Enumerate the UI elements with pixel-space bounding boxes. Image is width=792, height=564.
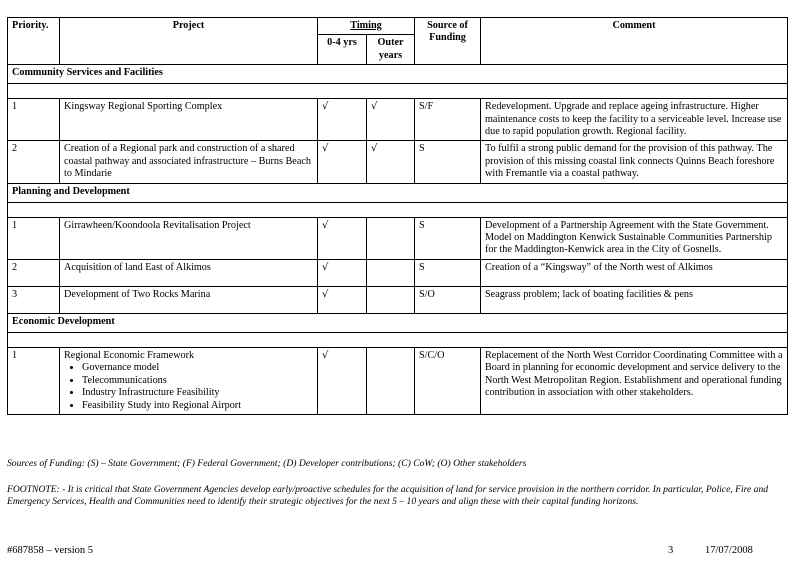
- comment-cell: Redevelopment. Upgrade and replace ageing infrastructure. Higher maintenance costs to keep the facility to a serviceable level. Increase use due to rapid population growth. Regional facility.: [481, 99, 788, 141]
- document-id: #687858 – version 5: [7, 545, 94, 556]
- document-date: 17/07/2008: [705, 545, 753, 556]
- project-title: Regional Economic Framework: [64, 349, 195, 361]
- table-row: [8, 99, 788, 141]
- tick-short: √: [318, 286, 367, 313]
- project-cell: Girrawheen/Koondoola Revitalisation Project: [60, 217, 318, 259]
- comment-cell: Replacement of the North West Corridor Coordinating Committee with a Board in planning for economic development and service delivery to the North West Metropolitan Region. Establishment and operational funding contribution in association with other stakeholders.: [481, 347, 788, 414]
- tick-short: √: [318, 259, 367, 286]
- table-row: [8, 286, 788, 313]
- section-community: Community Services and Facilities: [8, 65, 788, 84]
- section-planning: Planning and Development: [8, 183, 788, 202]
- comment-cell: Seagrass problem; lack of boating facilities & pens: [481, 286, 788, 313]
- project-cell: Kingsway Regional Sporting Complex: [60, 99, 318, 141]
- spacer-row: [8, 84, 788, 99]
- tick-outer-empty: [367, 347, 415, 414]
- project-cell: [60, 347, 318, 414]
- priority-cell: 1: [8, 99, 60, 141]
- priority-cell: 3: [8, 286, 60, 313]
- source-cell: S: [415, 259, 481, 286]
- section-heading-row: [8, 65, 788, 84]
- priority-cell: 2: [8, 259, 60, 286]
- project-cell: Creation of a Regional park and construction of a shared coastal pathway and associated infrastructure – Burns Beach to Mindarie: [60, 141, 318, 183]
- section-heading-row: [8, 183, 788, 202]
- source-cell: S/F: [415, 99, 481, 141]
- source-cell: S/O: [415, 286, 481, 313]
- tick-short: √: [318, 347, 367, 414]
- header-comment: Comment: [481, 18, 788, 65]
- list-item: • Feasibility Study into Regional Airport: [82, 400, 313, 412]
- table-row: [8, 347, 788, 414]
- tick-outer: √: [367, 141, 415, 183]
- tick-outer-empty: [367, 286, 415, 313]
- source-cell: S: [415, 217, 481, 259]
- footnote: FOOTNOTE: - It is critical that State Government Agencies develop early/proactive schedules for the acquisition of land for service provision in the northern corridor. In particular, Police, Fire and Emergency Services, Health and Communities need to identify their strategic objectives for the next 5 – 10 years and align these with their capital funding horizons.: [7, 484, 769, 507]
- tick-short: √: [318, 217, 367, 259]
- table-row: [8, 217, 788, 259]
- priority-cell: 1: [8, 347, 60, 414]
- tick-outer: √: [367, 99, 415, 141]
- section-economic: Economic Development: [8, 313, 788, 332]
- page-number: 3: [668, 545, 674, 556]
- tick-outer-empty: [367, 259, 415, 286]
- header-timing-outer: Outer years: [367, 35, 415, 65]
- project-cell: Development of Two Rocks Marina: [60, 286, 318, 313]
- list-item: • Governance model: [82, 362, 313, 374]
- project-bullet-list: [64, 362, 313, 412]
- comment-cell: Creation of a “Kingsway” of the North west of Alkimos: [481, 259, 788, 286]
- spacer-row: [8, 202, 788, 217]
- priority-table: [7, 17, 788, 415]
- source-cell: S/C/O: [415, 347, 481, 414]
- header-project: Project: [60, 18, 318, 65]
- header-priority: Priority.: [8, 18, 60, 65]
- tick-short: √: [318, 141, 367, 183]
- header-funding: Source of Funding: [415, 18, 481, 65]
- header-timing: Timing: [318, 18, 415, 35]
- comment-cell: Development of a Partnership Agreement with the State Government. Model on Maddington Kenwick Sustainable Communities Partnership for the Maddington-Kenwick area in the City of Gosnells.: [481, 217, 788, 259]
- list-item: • Telecommunications: [82, 375, 313, 387]
- table-row: [8, 259, 788, 286]
- section-heading-row: [8, 313, 788, 332]
- comment-cell: To fulfil a strong public demand for the provision of this pathway. The provision of this missing coastal link connects Quinns Beach foreshore with Fremantle via a coastal pathway.: [481, 141, 788, 183]
- project-cell: Acquisition of land East of Alkimos: [60, 259, 318, 286]
- tick-short: √: [318, 99, 367, 141]
- tick-outer-empty: [367, 217, 415, 259]
- funding-sources-note: Sources of Funding: (S) – State Government; (F) Federal Government; (D) Developer contributions; (C) CoW; (O) Other stakeholders: [7, 458, 527, 469]
- list-item: • Industry Infrastructure Feasibility: [82, 387, 313, 399]
- priority-cell: 2: [8, 141, 60, 183]
- priority-cell: 1: [8, 217, 60, 259]
- source-cell: S: [415, 141, 481, 183]
- spacer-row: [8, 332, 788, 347]
- table-row: [8, 141, 788, 183]
- header-timing-short: 0-4 yrs: [318, 35, 367, 65]
